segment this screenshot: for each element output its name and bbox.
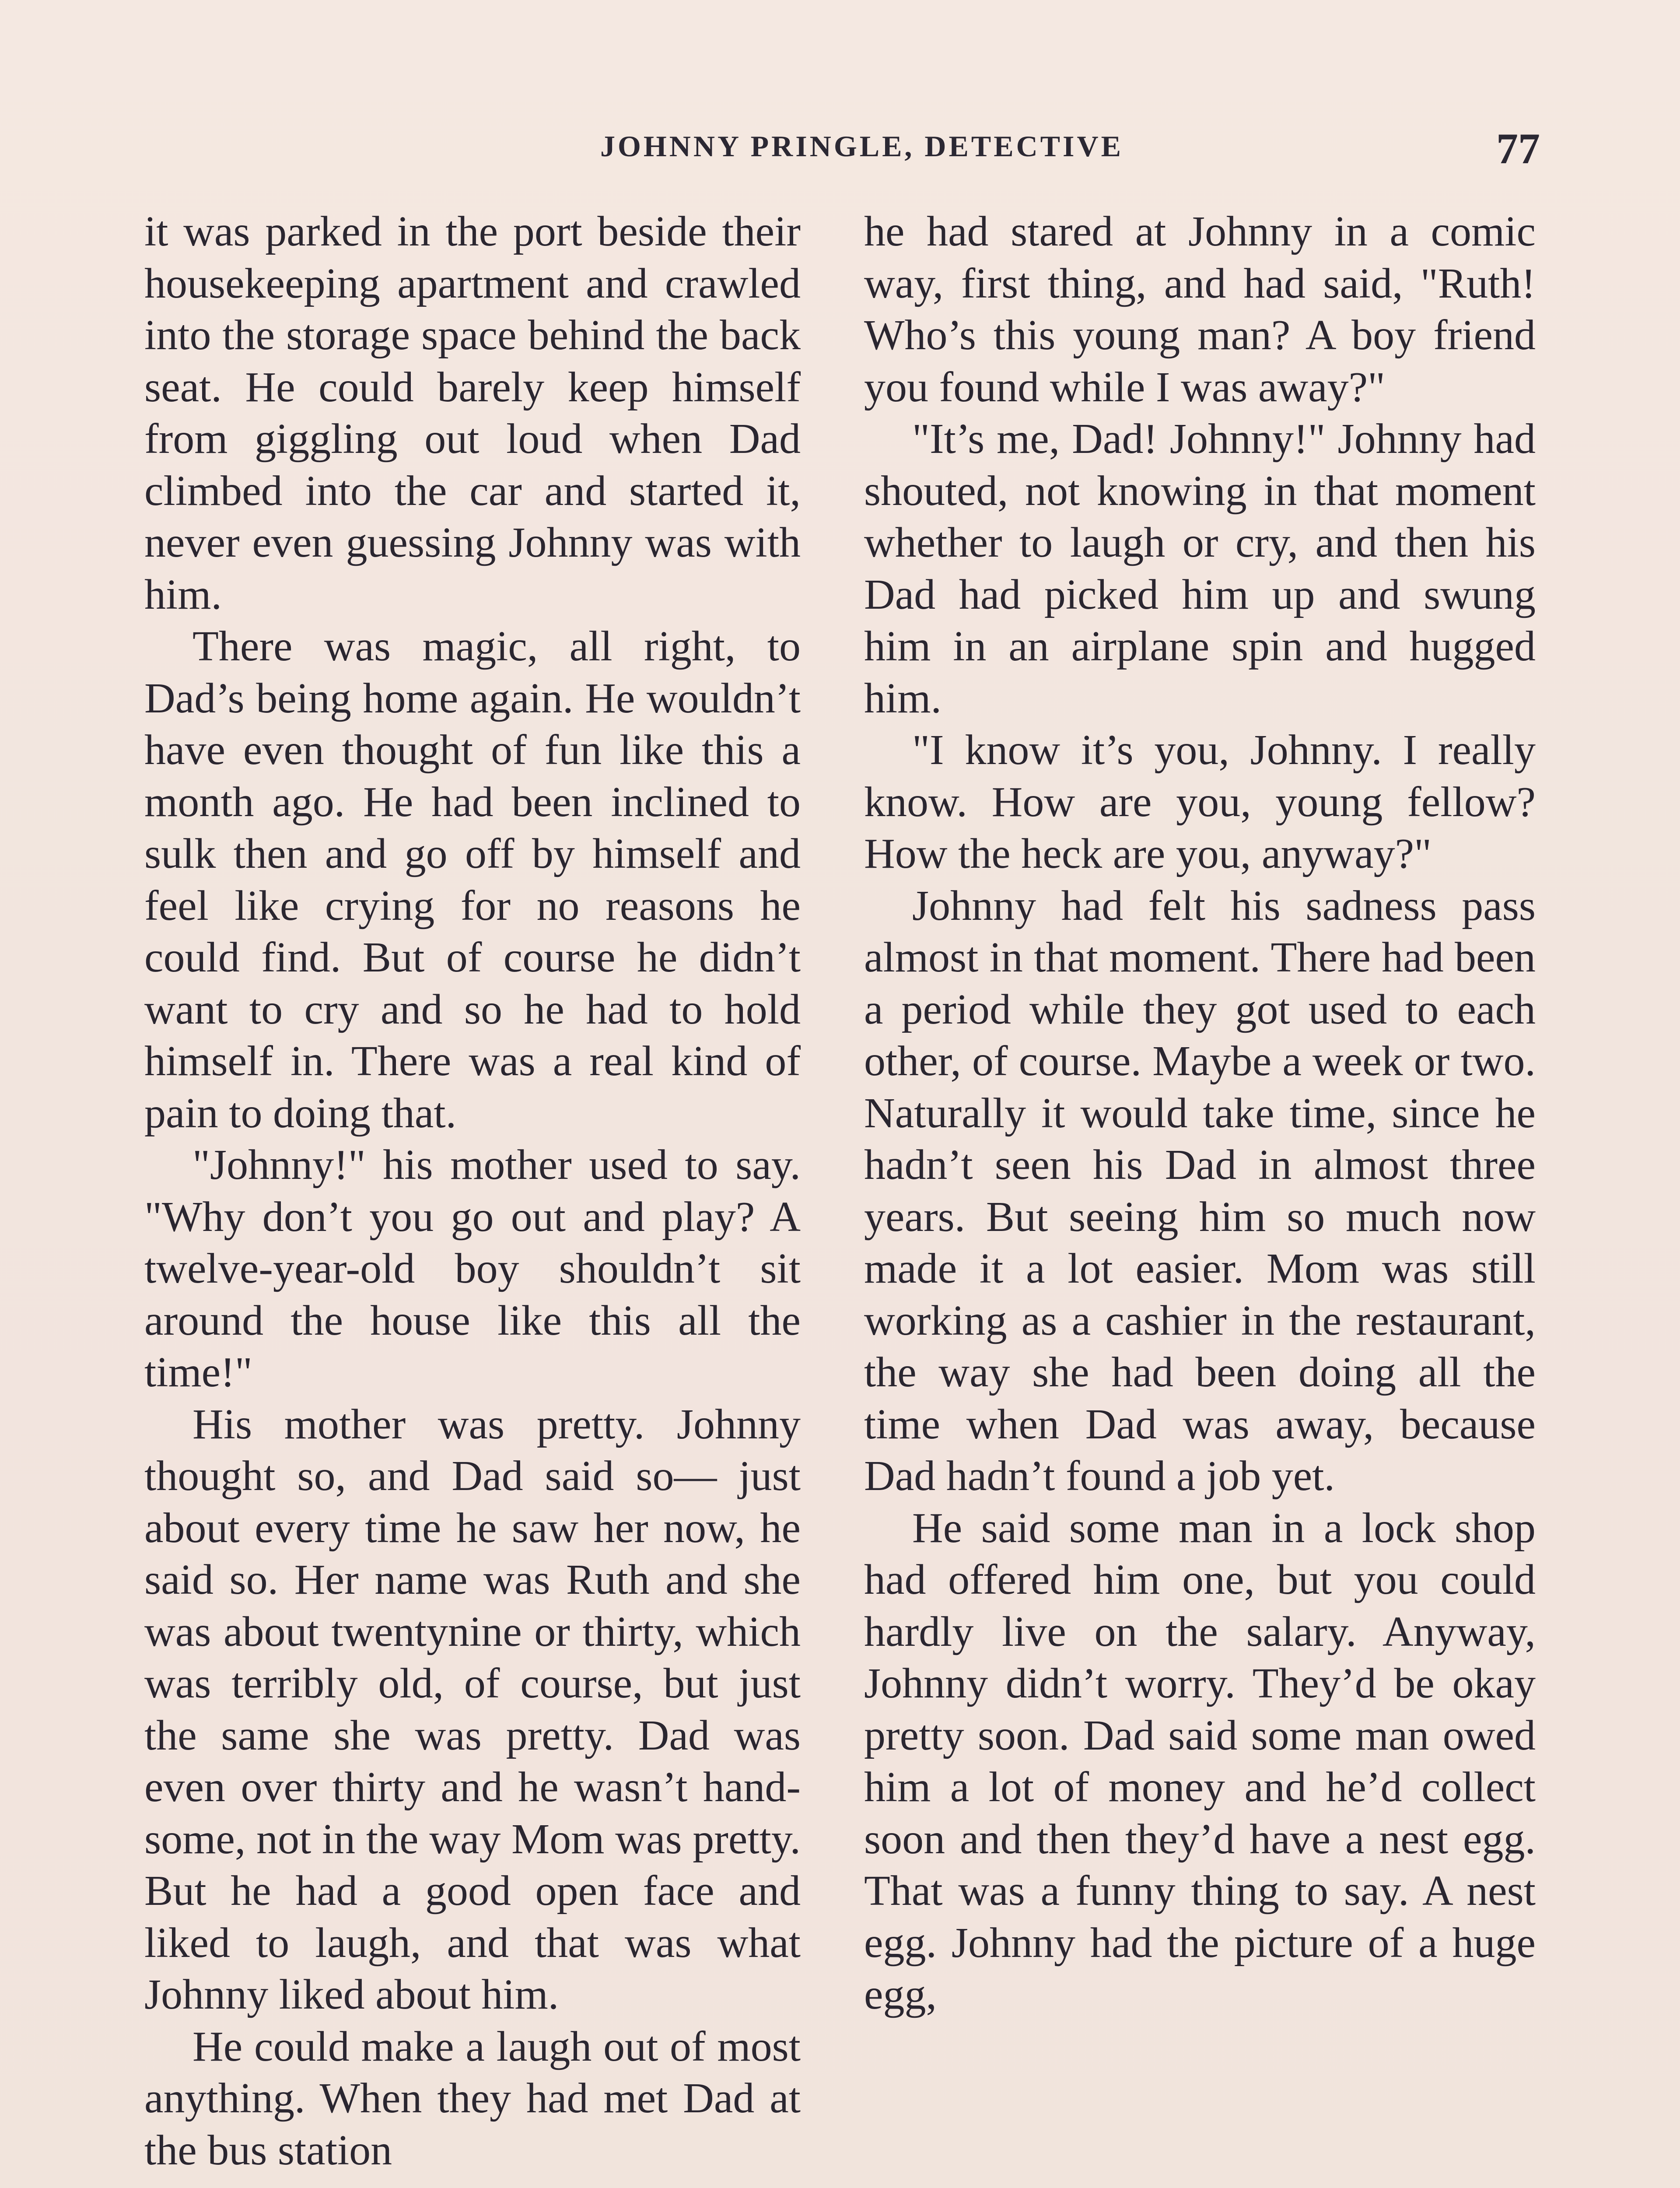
running-title: JOHNNY PRINGLE, DETECTIVE xyxy=(600,130,1124,163)
paragraph: he had stared at Johnny in a comic way, first thing, and had said, "Ruth! Who’s this young man? A boy friend you found while I was away?" xyxy=(864,208,1536,411)
paragraph: "Johnny!" his mother used to say. "Why don’t you go out and play? A twelve-year-old boy shouldn’t sit around the house like this all the time!" xyxy=(144,1141,801,1396)
paragraph: His mother was pretty. Johnny thought so, and Dad said so— just about every time he saw her now, he said so. Her name was Ruth and she was about twentynine or thirty, which was terribly old, of course, but just the same she was pretty. Dad was even over thirty and he wasn’t handsome, not in the way Mom was pretty. But he had a good open face and liked to laugh, and that was what Johnny liked about him. xyxy=(144,1400,801,2018)
right-text-column xyxy=(864,206,1536,2021)
paragraph: He said some man in a lock shop had offered him one, but you could hardly live on the salary. Anyway, Johnny didn’t worry. They’d be okay pretty soon. Dad said some man owed him a lot of money and he’d collect soon and then they’d have a nest egg. That was a funny thing to say. A nest egg. Johnny had the picture of a huge egg, xyxy=(864,1504,1536,2018)
left-text-column xyxy=(144,206,801,2176)
paragraph: He could make a laugh out of most anything. When they had met Dad at the bus station xyxy=(144,2023,801,2174)
paragraph: There was magic, all right, to Dad’s being home again. He wouldn’t have even thought of fun like this a month ago. He had been inclined to sulk then and go off by himself and feel like crying for no reasons he could find. But of course he didn’t want to cry and so he had to hold himself in. There was a real kind of pain to doing that. xyxy=(144,623,801,1137)
paragraph: Johnny had felt his sadness pass almost in that moment. There had been a period while they got used to each other, of course. Maybe a week or two. Naturally it would take time, since he hadn’t seen his Dad in almost three years. But seeing him so much now made it a lot easier. Mom was still working as a cashier in the restaurant, the way she had been doing all the time when Dad was away, because Dad hadn’t found a job yet. xyxy=(864,882,1536,1500)
page-number: 77 xyxy=(1496,124,1540,173)
paragraph: "It’s me, Dad! Johnny!" Johnny had shouted, not knowing in that moment whether to laugh or cry, and then his Dad had picked him up and swung him in an airplane spin and hugged him. xyxy=(864,415,1536,722)
paragraph: it was parked in the port beside their housekeeping apartment and crawled into the storage space behind the back seat. He could barely keep himself from giggling out loud when Dad climbed into the car and started it, never even guessing Johnny was with him. xyxy=(144,208,801,618)
paragraph: "I know it’s you, Johnny. I really know. How are you, young fellow? How the heck are you, anyway?" xyxy=(864,726,1536,877)
